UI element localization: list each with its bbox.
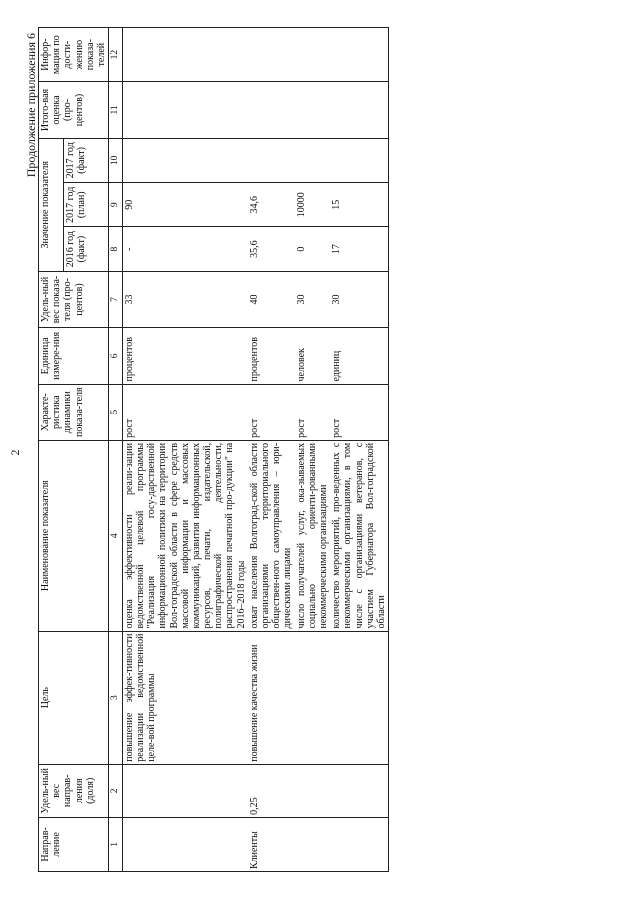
- cell-2016: 17: [330, 227, 388, 271]
- col-num: 7: [109, 271, 123, 327]
- hdr-direction: Направ-ление: [39, 817, 109, 871]
- cell-total: [122, 82, 248, 138]
- hdr-unit: Единица измере-ния: [39, 328, 109, 384]
- table-row: [122, 28, 248, 872]
- cell-direction: [122, 817, 248, 871]
- cell-unit: процентов: [122, 328, 248, 384]
- col-num: 8: [109, 227, 123, 271]
- cell-weight: [295, 764, 331, 817]
- cell-total: [330, 82, 388, 138]
- hdr-goal: Цель: [39, 631, 109, 764]
- indicators-table: [38, 27, 389, 872]
- cell-indicator: число получателей услуг, ока-зываемых социально ориенти-рованными некоммерческими организациями: [295, 440, 331, 631]
- col-num: 11: [109, 82, 123, 138]
- col-num: 1: [109, 817, 123, 871]
- cell-dynamics: рост: [248, 384, 295, 440]
- cell-weight: [122, 764, 248, 817]
- cell-direction: [295, 817, 331, 871]
- cell-dynamics: рост: [122, 384, 248, 440]
- cell-2017-fact: [248, 138, 295, 182]
- col-num: 6: [109, 328, 123, 384]
- cell-unit: человек: [295, 328, 331, 384]
- cell-info: [295, 28, 331, 82]
- cell-2017-fact: [122, 138, 248, 182]
- cell-indicator: охват населения Волгоград-ской области организациями территориального обществен-ного самоуправления – юри-дическими лицами: [248, 440, 295, 631]
- cell-indicator-weight: 40: [248, 271, 295, 327]
- col-num: 5: [109, 384, 123, 440]
- cell-info: [122, 28, 248, 82]
- cell-dynamics: рост: [295, 384, 331, 440]
- cell-direction: Клиенты: [248, 817, 295, 871]
- table-row: [330, 28, 388, 872]
- cell-goal: повышение качества жизни: [248, 631, 295, 764]
- cell-indicator: оценка эффективности реали-зации ведомственной целевой программы "Реализация госу-дарственной информационной политики на территории Вол-гоградской области в сфере средств массовой информации и массовых коммуникаций, развития информационных ресурсов, печати, издательской, полиграфической деятельности, распространения печатной про-дукции" на 2016–2018 годы: [122, 440, 248, 631]
- cell-info: [330, 28, 388, 82]
- cell-unit: единиц: [330, 328, 388, 384]
- table-row: [295, 28, 331, 872]
- col-num: 12: [109, 28, 123, 82]
- hdr-indicator: Наименование показателя: [39, 440, 109, 631]
- cell-dynamics: рост: [330, 384, 388, 440]
- cell-2016: -: [122, 227, 248, 271]
- col-num: 9: [109, 183, 123, 227]
- hdr-dynamics: Характе-ристика динамики показа-теля: [39, 384, 109, 440]
- col-num: 4: [109, 440, 123, 631]
- hdr-indicator-weight: Удель-ный вес показа-теля (про-центов): [39, 271, 109, 327]
- hdr-total: Итого-вая оценка (про-центов): [39, 82, 109, 138]
- cell-2017-fact: [330, 138, 388, 182]
- hdr-weight: Удель-ный вес направ-ления (доля): [39, 764, 109, 817]
- hdr-value-group: Значение показателя: [39, 138, 64, 271]
- page-number: 2: [8, 449, 22, 456]
- cell-indicator-weight: 30: [295, 271, 331, 327]
- cell-weight: 0,25: [248, 764, 295, 817]
- cell-indicator-weight: 33: [122, 271, 248, 327]
- cell-indicator: количество мероприятий, про-веденных с некоммерческими организациями, в том числе с организациями ветеранов, с участием Губернатора Вол-гоградской области: [330, 440, 388, 631]
- cell-goal: [295, 631, 331, 764]
- col-num: 3: [109, 631, 123, 764]
- col-num: 2: [109, 764, 123, 817]
- hdr-2016: 2016 год (факт): [64, 227, 109, 271]
- cell-weight: [330, 764, 388, 817]
- continuation-label: Продолжение приложения 6: [24, 33, 38, 178]
- cell-2016: 0: [295, 227, 331, 271]
- cell-2017-plan: 15: [330, 183, 388, 227]
- cell-unit: процентов: [248, 328, 295, 384]
- cell-goal: [330, 631, 388, 764]
- cell-2017-plan: 34,6: [248, 183, 295, 227]
- header-row: [39, 28, 64, 872]
- cell-info: [248, 28, 295, 82]
- cell-total: [295, 82, 331, 138]
- cell-2017-plan: 10000: [295, 183, 331, 227]
- cell-direction: [330, 817, 388, 871]
- column-numbers-row: [109, 28, 123, 872]
- cell-goal: повышение эффек-тивности реализации ведомственной целе-вой программы: [122, 631, 248, 764]
- cell-2017-fact: [295, 138, 331, 182]
- col-num: 10: [109, 138, 123, 182]
- cell-2017-plan: 90: [122, 183, 248, 227]
- hdr-2017-plan: 2017 год (план): [64, 183, 109, 227]
- cell-2016: 35,6: [248, 227, 295, 271]
- cell-total: [248, 82, 295, 138]
- hdr-info: Инфор-мация по дости-жению показа-телей: [39, 28, 109, 82]
- hdr-2017-fact: 2017 год (факт): [64, 138, 109, 182]
- cell-indicator-weight: 30: [330, 271, 388, 327]
- table-row: [248, 28, 295, 872]
